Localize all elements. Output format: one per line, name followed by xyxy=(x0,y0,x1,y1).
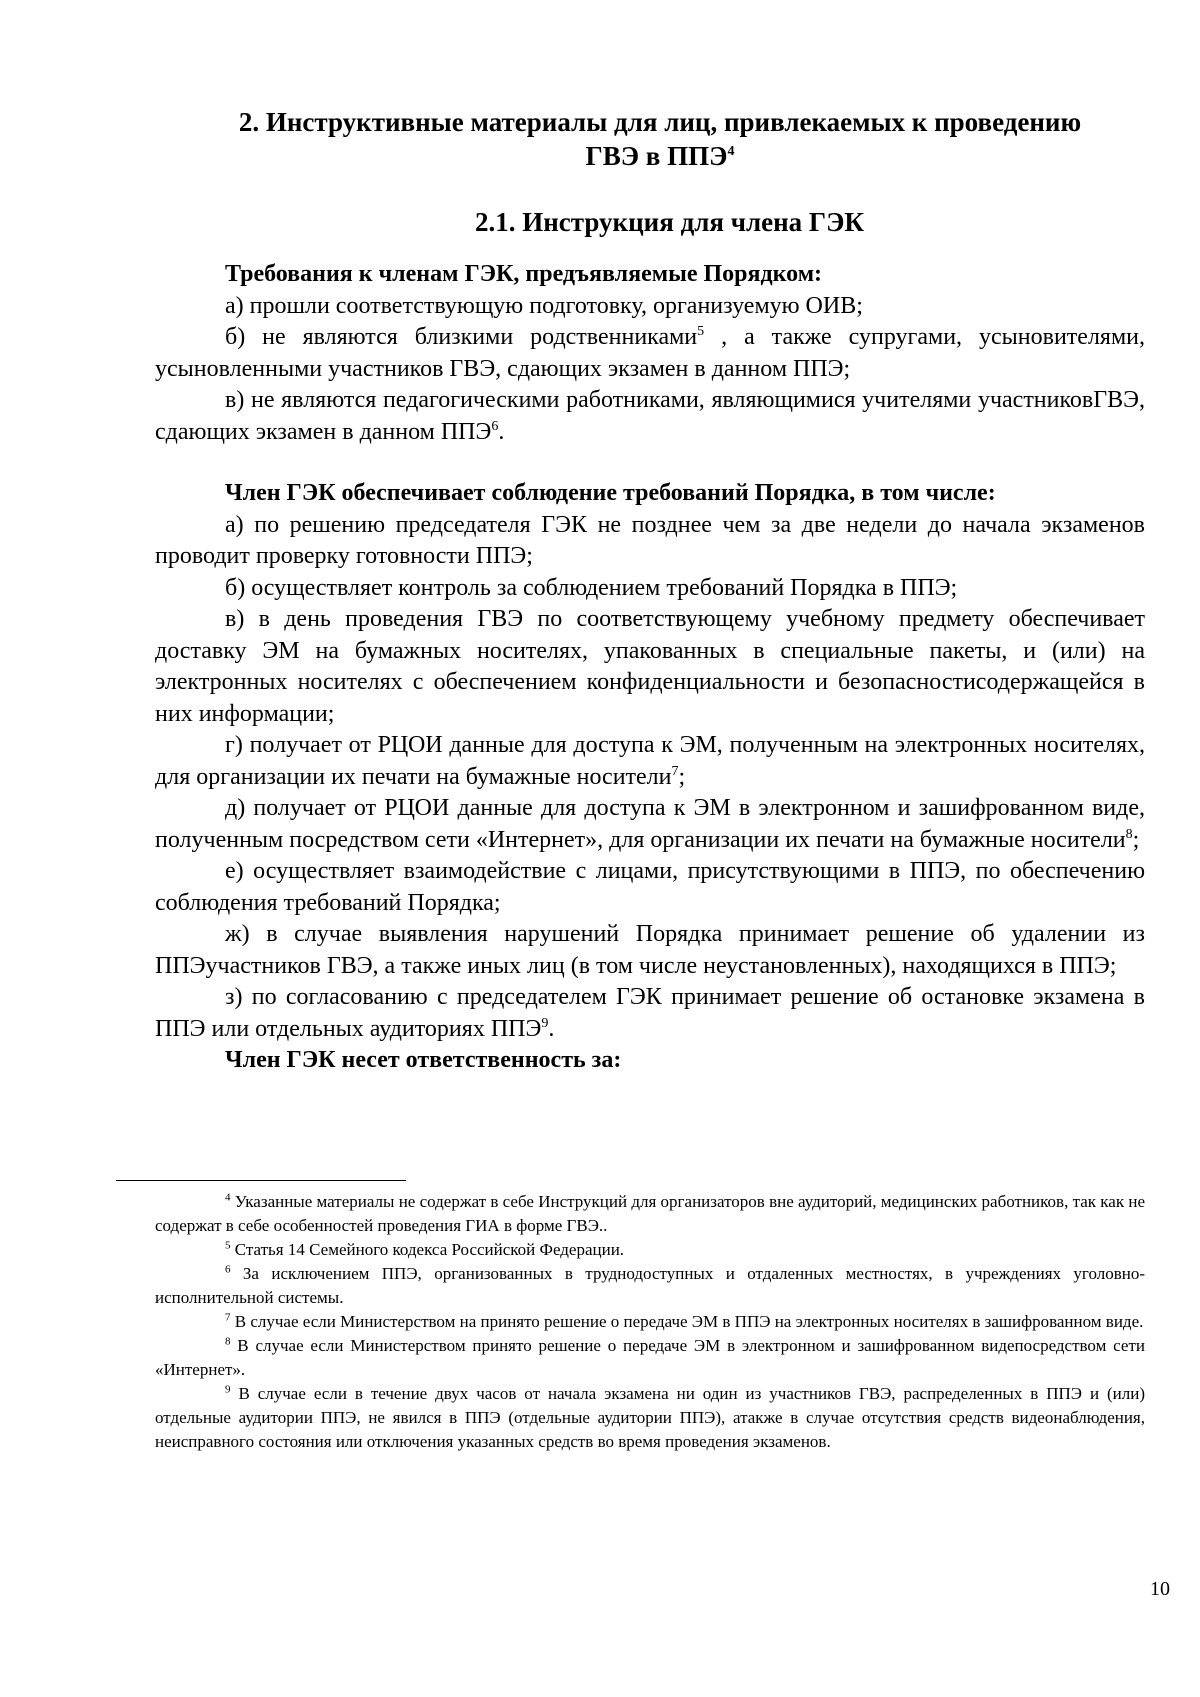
footnote-ref-8[interactable]: 8 xyxy=(1125,826,1133,842)
footnote-ref-9[interactable]: 9 xyxy=(541,1015,549,1031)
footnote-divider xyxy=(116,1180,406,1181)
footnote-8: $^8$ В случае если Министерством принято решение о передаче ЭМ в электронном и зашифрованном видепосредством сети «Интернет». xyxy=(155,1335,1145,1379)
duty-b: б) осуществляет контроль за соблюдением требований Порядка в ППЭ; xyxy=(225,574,958,601)
document-body xyxy=(155,105,1145,1077)
section-heading-line2: ГВЭ в ППЭ xyxy=(585,141,728,171)
footnotes xyxy=(155,1190,1145,1454)
footnote-6: $^6$ За исключением ППЭ, организованных в труднодоступных и отдаленных местностях, в учреждениях уголовно-исполнительной системы. xyxy=(155,1263,1145,1307)
requirements-title: Требования к членам ГЭК, предъявляемые Порядком: xyxy=(225,261,823,287)
duty-g: г) получает от РЦОИ данные для доступа к ЭМ, полученным на электронных носителях, для организации их печати на бумажные носители$^7$; xyxy=(155,732,1145,790)
duty-zh: ж) в случае выявления нарушений Порядка принимает решение об удалении из ППЭучастников ГВЭ, а также иных лиц (в том числе неустановленных), находящихся в ППЭ; xyxy=(155,921,1145,979)
footnote-4: $^4$ Указанные материалы не содержат в себе Инструкций для организаторов вне аудиторий, медицинских работников, так как не содержат в себе особенностей проведения ГИА в форме ГВЭ.. xyxy=(155,1191,1145,1235)
footnote-ref-7[interactable]: 7 xyxy=(671,763,679,779)
duty-a: а) по решению председателя ГЭК не позднее чем за две недели до начала экзаменов проводит проверку готовности ППЭ; xyxy=(155,511,1145,569)
responsibility-title: Член ГЭК несет ответственность за: xyxy=(225,1047,622,1073)
section-heading xyxy=(175,105,1145,173)
duty-z: з) по согласованию с председателем ГЭК принимает решение об остановке экзамена в ППЭ или отдельных аудиториях ППЭ$^9$. xyxy=(155,984,1145,1042)
subsection-heading: 2.1. Инструкция для члена ГЭК xyxy=(475,207,864,237)
footnote-ref-6[interactable]: 6 xyxy=(491,418,499,434)
section-heading-line1: 2. Инструктивные материалы для лиц, привлекаемых к проведению xyxy=(238,107,1082,137)
duty-v: в) в день проведения ГВЭ по соответствующему учебному предмету обеспечивает доставку ЭМ на бумажных носителях, упакованных в специальные пакеты, и (или) на электронных носителях с обеспечением конфиденциальности и безопасностисодержащейся в них информации; xyxy=(155,606,1145,727)
page-number: 10 xyxy=(1150,1578,1170,1600)
footnote-7: $^7$ В случае если Министерством на принято решение о передаче ЭМ в ППЭ на электронных носителях в зашифрованном виде. xyxy=(225,1311,1144,1331)
requirement-b: б) не являются близкими родственниками$^5$ , а также супругами, усыновителями, усыновленными участников ГВЭ, сдающих экзамен в данном ППЭ; xyxy=(155,324,1145,382)
duty-d: д) получает от РЦОИ данные для доступа к ЭМ в электронном и зашифрованном виде, полученным посредством сети «Интернет», для организации их печати на бумажные носители$^8$; xyxy=(155,795,1145,853)
duties-title: Член ГЭК обеспечивает соблюдение требований Порядка, в том числе: xyxy=(225,480,996,506)
footnote-5: $^5$ Статья 14 Семейного кодекса Российской Федерации. xyxy=(225,1239,625,1259)
footnote-ref-5[interactable]: 5 xyxy=(697,324,705,339)
requirement-a: а) прошли соответствующую подготовку, организуемую ОИВ; xyxy=(225,292,863,319)
requirement-v: в) не являются педагогическими работниками, являющимися учителями участниковГВЭ, сдающих экзамен в данном ППЭ$^6$. xyxy=(155,387,1145,445)
duty-e: е) осуществляет взаимодействие с лицами, присутствующими в ППЭ, по обеспечению соблюдения требований Порядка; xyxy=(155,858,1145,916)
footnote-ref-4[interactable]: 4 xyxy=(727,144,735,159)
footnote-9: $^9$ В случае если в течение двух часов от начала экзамена ни один из участников ГВЭ, распределенных в ППЭ и (или) отдельные аудитории ППЭ, не явился в ППЭ (отдельные аудитории ППЭ), атакже в случае отсутствия средств видеонаблюдения, неисправного состояния или отключения указанных средств во время проведения экзаменов. xyxy=(155,1383,1145,1451)
